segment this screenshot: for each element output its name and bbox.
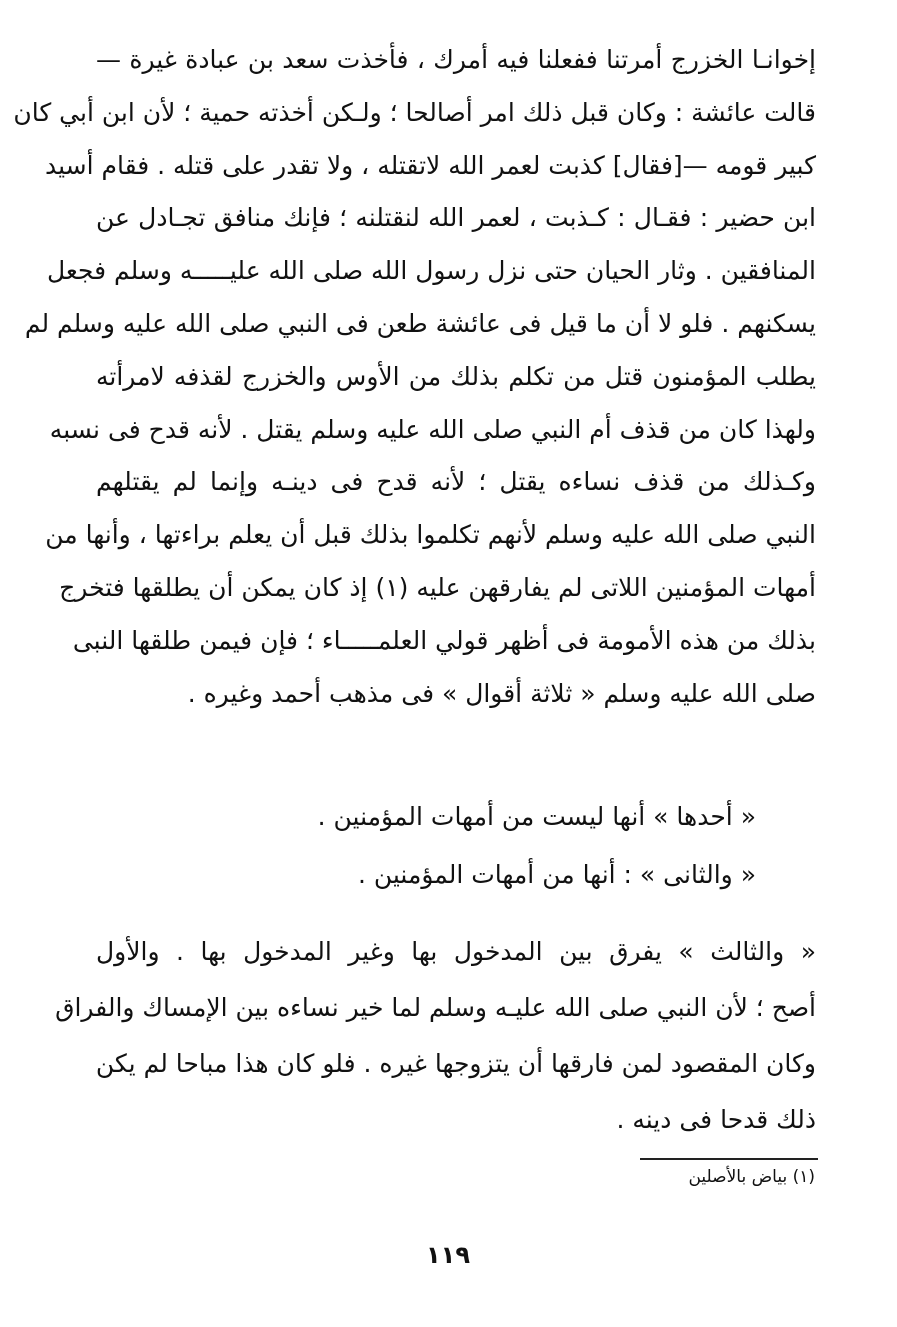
- text-line: ذلك قدحا فى دينه .: [616, 1105, 816, 1134]
- text-line: ولهذا كان من قذف أم النبي صلى الله عليه وسلم يقتل . لأنه قدح فى نسبه: [49, 414, 816, 444]
- text-line: وكان المقصود لمن فارقها أن يتزوجها غيره . فلو كان هذا مباحا لم يكن: [95, 1049, 816, 1078]
- main-paragraph: [13, 34, 816, 720]
- text-line: بذلك من هذه الأمومة فى أظهر قولي العلمـــــاء ؛ فإن فيمن طلقها النبى: [72, 625, 816, 655]
- list-item: « أحدها » أنها ليست من أمهات المؤمنين .: [317, 802, 756, 831]
- text-line: يسكنهم . فلو لا أن ما قيل فى عائشة طعن فى النبي صلى الله عليه وسلم لم: [24, 308, 816, 338]
- list-item: « والثانى » : أنها من أمهات المؤمنين .: [357, 860, 756, 889]
- text-line: « والثالث » يفرق بين المدخول بها وغير المدخول بها . والأول: [96, 937, 816, 966]
- text-line: صلى الله عليه وسلم « ثلاثة أقوال » فى مذهب أحمد وغيره .: [187, 678, 816, 708]
- footnote: (١) بياض بالأصلين: [688, 1167, 815, 1187]
- text-line: يطلب المؤمنون قتل من تكلم بذلك من الأوس والخزرج لقذفه لامرأته: [96, 361, 816, 391]
- opinions-list: [96, 788, 756, 904]
- text-line: أمهات المؤمنين اللاتى لم يفارقهن عليه (١) إذ كان يمكن أن يطلقها فتخرج: [59, 572, 816, 602]
- text-line: وكـذلك من قذف نساءه يقتل ؛ لأنه قدح فى دينـه وإنما لم يقتلهم: [96, 467, 816, 497]
- text-line: قالت عائشة : وكان قبل ذلك امر أصالحا ؛ ولـكن أخذته حمية ؛ لأن ابن أبي كان: [13, 97, 816, 127]
- footnote-divider: [640, 1158, 818, 1160]
- text-line: المنافقين . وثار الحيان حتى نزل رسول الله صلى الله عليـــــه وسلم فجعل: [46, 256, 816, 286]
- text-line: أصح ؛ لأن النبي صلى الله عليـه وسلم لما خير نساءه بين الإمساك والفراق: [55, 993, 816, 1022]
- text-line: النبي صلى الله عليه وسلم لأنهم تكلموا بذلك قبل أن يعلم براءتها ، وأنها من: [45, 520, 816, 550]
- text-line: كبير قومه —[فقال] كذبت لعمر الله لاتقتله ، ولا تقدر على قتله . فقام أسيد: [45, 150, 816, 180]
- closing-paragraph: [55, 924, 816, 1148]
- page-number: ١١٩: [426, 1241, 470, 1269]
- text-line: ابن حضير : فقـال : كـذبت ، لعمر الله لنقتلنه ؛ فإنك منافق تجـادل عن: [96, 203, 816, 233]
- text-line: إخوانـا الخزرج أمرتنا ففعلنا فيه أمرك ، فأخذت سعد بن عبادة غيرة —: [96, 45, 816, 74]
